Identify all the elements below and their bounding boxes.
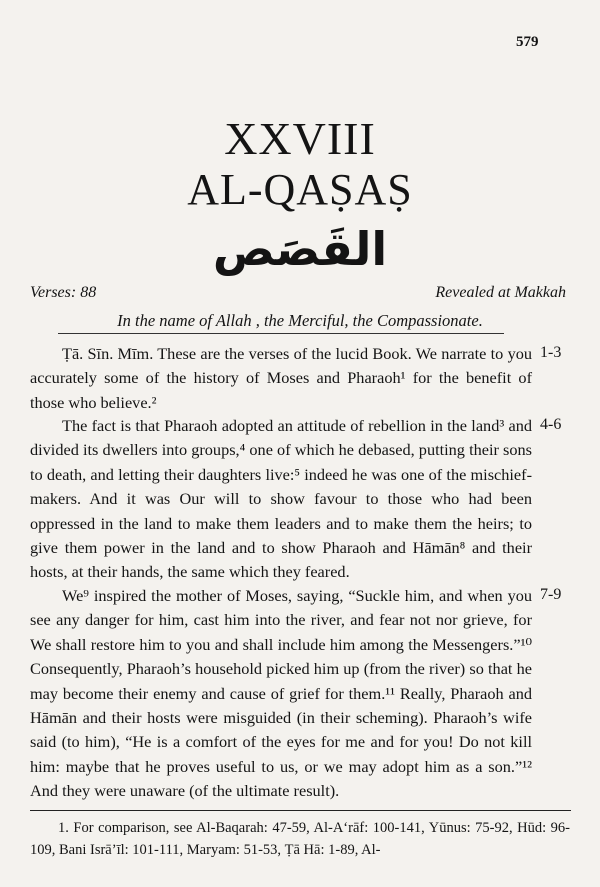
verses-count: Verses: 88 [30, 284, 97, 301]
verse-reference: 7-9 [540, 586, 562, 603]
invocation: In the name of Allah , the Merciful, the Compassionate. [117, 311, 483, 330]
passage-text: We⁹ inspired the mother of Moses, saying, “Suckle him, and when you see any danger for him, cast him into the river, and fear not nor grieve, for We shall restore him to you and shall include him among the Messengers.”¹⁰ Consequently, Pharaoh’s household picked him up (from the river) so that he may become their enemy and cause of grief for them.¹¹ Really, Pharaoh and Hāmān and their hosts were misguided (in their scheming). Pharaoh’s wife said (to him), “He is a comfort of the eyes for me and for you! Do not kill him: maybe that he proves useful to us, or we may adopt him as a son.”¹² And they were unaware (of the ultimate result). [30, 586, 532, 801]
verse-reference: 1-3 [540, 344, 562, 361]
passage-text: The fact is that Pharaoh adopted an attitude of rebellion in the land³ and divided its dwellers into groups,⁴ one of which he debased, putting their sons to death, and letting their daughters live:⁵ indeed he was one of the mischief-makers. And it was Our will to show favour to those who had been oppressed in the land to make them leaders and to make them the heirs; to give them power in the land and to show Pharaoh and Hāmān⁸ and their hosts, at their hands, the same which they feared. [30, 416, 532, 582]
verse-reference: 4-6 [540, 416, 562, 433]
page-number: 579 [516, 34, 539, 50]
footnote: 1. For comparison, see Al-Baqarah: 47-59, Al-A‘rāf: 100-141, Yūnus: 75-92, Hūd: 96-109, Bani Isrā’īl: 101-111, Maryam: 51-53, Ṭā Hā: 1-89, Al- [30, 820, 570, 858]
arabic-chapter-title: القَصَص [212, 222, 388, 276]
passage-2 [30, 414, 532, 585]
chapter-number: XXVIII [224, 113, 376, 164]
invocation-underline [58, 333, 504, 334]
chapter-title: AL-QAṢAṢ [187, 165, 413, 214]
passage-1 [30, 342, 532, 415]
passage-3 [30, 584, 532, 804]
footnote-divider [30, 810, 571, 811]
passage-text: Ṭā. Sīn. Mīm. These are the verses of the lucid Book. We narrate to you accurately some of the history of Moses and Pharaoh¹ for the benefit of those who believe.² [30, 344, 532, 412]
revelation-place: Revealed at Makkah [435, 284, 566, 301]
